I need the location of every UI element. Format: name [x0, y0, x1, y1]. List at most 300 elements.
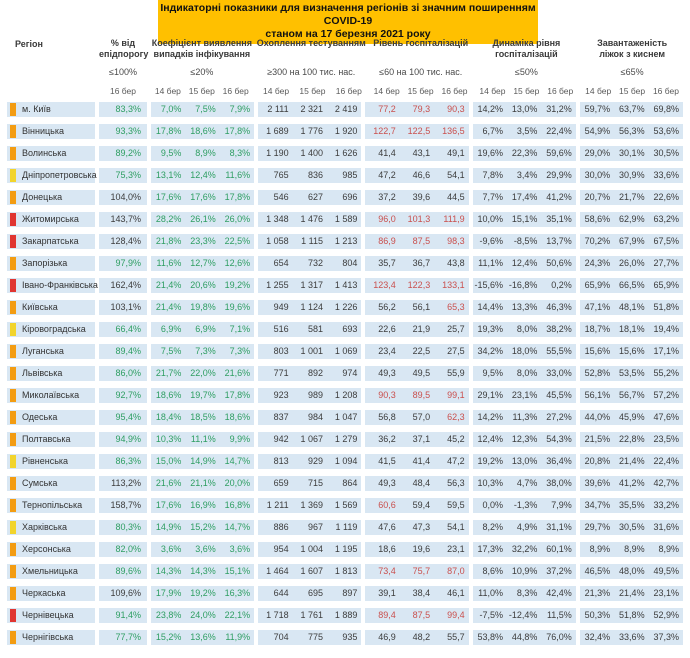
hospitalization-level-cell-value: 57,0 [412, 412, 431, 422]
detection-rate-cell-value: 18,6% [155, 390, 182, 400]
region-name: Рівненська [22, 456, 69, 466]
hospitalization-level-cell [365, 476, 468, 491]
detection-rate-cell-value: 17,6% [190, 192, 216, 202]
detection-rate-cell-value: 23,3% [190, 236, 216, 246]
hospitalization-level-cell-value: 49,5 [412, 368, 431, 378]
detection-rate-cell [151, 102, 254, 117]
hospitalization-level-cell-value: 56,2 [378, 302, 396, 312]
table-row [7, 256, 683, 271]
oxygen-beds-load-cell-value: 8,9% [624, 544, 645, 554]
table-row [7, 278, 683, 293]
hospitalization-dynamics-cell-value: 14,2% [477, 104, 503, 114]
testing-coverage-cell-value: 1 348 [266, 214, 289, 224]
detection-rate-cell-value: 21,6% [224, 368, 251, 378]
detection-rate-cell-value: 7,5% [195, 104, 216, 114]
date-label: 16 бер [222, 86, 249, 96]
hospitalization-level-cell-value: 86,9 [378, 236, 396, 246]
detection-rate-cell-value: 22,1% [224, 610, 251, 620]
detection-rate-cell-value: 7,9% [229, 104, 251, 114]
testing-coverage-cell-value: 1 626 [334, 148, 358, 158]
detection-rate-cell-value: 26,0% [224, 214, 251, 224]
hospitalization-dynamics-cell-value: 15,1% [511, 214, 538, 224]
oxygen-beds-load-cell [580, 300, 683, 315]
date-label: 14 бер [479, 86, 506, 96]
hospitalization-dynamics-cell-value: 13,7% [546, 236, 572, 246]
epid-threshold-cell: 95,4% [99, 410, 147, 425]
hospitalization-level-cell-value: 54,1 [447, 170, 465, 180]
region-cell [7, 520, 95, 535]
hospitalization-level-cell-value: 37,2 [378, 192, 396, 202]
testing-coverage-cell-value: 949 [273, 302, 289, 312]
hospitalization-level-cell-value: 46,6 [412, 170, 431, 180]
region-cell [7, 344, 95, 359]
region-cell [7, 212, 95, 227]
detection-rate-cell-value: 14,7% [224, 456, 251, 466]
hospitalization-level-cell-value: 62,3 [447, 412, 465, 422]
oxygen-beds-load-cell-value: 67,9% [619, 236, 645, 246]
oxygen-beds-load-cell-value: 20,7% [584, 192, 611, 202]
testing-coverage-cell [258, 278, 361, 293]
epid-threshold-cell: 75,3% [99, 168, 147, 183]
detection-rate-cell [151, 256, 254, 271]
detection-rate-cell-value: 14,9% [190, 456, 216, 466]
hospitalization-dynamics-cell-value: 32,2% [511, 544, 538, 554]
oxygen-beds-load-cell-value: 62,9% [619, 214, 645, 224]
oxygen-beds-load-cell-value: 63,2% [653, 214, 679, 224]
region-cell [7, 124, 95, 139]
epid-threshold-cell: 91,4% [99, 608, 147, 623]
hospitalization-dynamics-cell-value: 13,0% [511, 456, 538, 466]
hospitalization-dynamics-cell-value: 8,6% [482, 566, 503, 576]
oxygen-beds-load-cell [580, 564, 683, 579]
hospitalization-level-cell-value: 60,6 [378, 500, 396, 510]
hospitalization-level-cell-value: 111,9 [443, 214, 465, 224]
hospitalization-level-cell [365, 410, 468, 425]
detection-rate-cell-value: 6,9% [195, 324, 216, 334]
hospitalization-level-cell-value: 89,4 [378, 610, 396, 620]
hospitalization-level-cell [365, 366, 468, 381]
testing-coverage-cell-value: 1 047 [334, 412, 358, 422]
column-dates-epid [99, 82, 147, 98]
epid-threshold-cell: 109,6% [99, 586, 147, 601]
hospitalization-level-cell-value: 75,7 [412, 566, 431, 576]
column-header-coef [151, 38, 253, 98]
oxygen-beds-load-cell-value: 30,5% [619, 522, 645, 532]
status-marker-orange [10, 587, 16, 600]
oxygen-beds-load-cell [580, 234, 683, 249]
epid-threshold-cell: 92,7% [99, 388, 147, 403]
testing-coverage-cell-value: 967 [307, 522, 323, 532]
region-cell [7, 102, 95, 117]
oxygen-beds-load-cell-value: 22,6% [653, 192, 679, 202]
region-cell [7, 542, 95, 557]
hospitalization-dynamics-cell [473, 124, 576, 139]
hospitalization-dynamics-cell-value: 13,0% [511, 104, 538, 114]
region-name: Львівська [22, 368, 63, 378]
detection-rate-cell [151, 432, 254, 447]
hospitalization-dynamics-cell-value: 23,1% [511, 390, 538, 400]
detection-rate-cell-value: 16,3% [224, 588, 251, 598]
date-label: 16 бер [441, 86, 468, 96]
epid-threshold-cell: 94,9% [99, 432, 147, 447]
oxygen-beds-load-cell [580, 256, 683, 271]
table-row [7, 586, 683, 601]
detection-rate-cell-value: 19,6% [224, 302, 251, 312]
hospitalization-dynamics-cell-value: -16,8% [508, 280, 538, 290]
column-header-dyn [476, 38, 578, 98]
column-threshold-test: ≥300 на 100 тис. нас. [267, 67, 356, 77]
detection-rate-cell-value: 14,3% [190, 566, 216, 576]
hospitalization-dynamics-cell-value: 6,7% [482, 126, 503, 136]
detection-rate-cell-value: 15,2% [190, 522, 216, 532]
hospitalization-level-cell [365, 542, 468, 557]
column-header-hosp [370, 38, 472, 98]
testing-coverage-cell [258, 322, 361, 337]
oxygen-beds-load-cell-value: 48,1% [619, 302, 645, 312]
oxygen-beds-load-cell-value: 29,7% [584, 522, 611, 532]
hospitalization-dynamics-cell-value: 11,3% [512, 412, 538, 422]
region-cell [7, 388, 95, 403]
hospitalization-dynamics-cell-value: 38,0% [546, 478, 572, 488]
hospitalization-level-cell [365, 168, 468, 183]
region-cell [7, 322, 95, 337]
detection-rate-cell-value: 19,7% [190, 390, 216, 400]
hospitalization-level-cell-value: 122,7 [373, 126, 396, 136]
testing-coverage-cell-value: 1 589 [334, 214, 358, 224]
oxygen-beds-load-cell [580, 608, 683, 623]
detection-rate-cell-value: 6,9% [160, 324, 182, 334]
testing-coverage-cell-value: 715 [307, 478, 323, 488]
hospitalization-level-cell-value: 41,4 [378, 148, 396, 158]
detection-rate-cell-value: 17,8% [224, 126, 251, 136]
oxygen-beds-load-cell [580, 410, 683, 425]
testing-coverage-cell-value: 836 [307, 170, 323, 180]
detection-rate-cell-value: 16,9% [190, 500, 216, 510]
region-cell [7, 454, 95, 469]
region-cell [7, 476, 95, 491]
status-marker-orange [10, 565, 16, 578]
testing-coverage-cell-value: 1 369 [300, 500, 323, 510]
status-marker-red [10, 213, 16, 226]
hospitalization-dynamics-cell-value: 7,7% [482, 192, 503, 202]
testing-coverage-cell-value: 886 [273, 522, 289, 532]
oxygen-beds-load-cell-value: 30,1% [619, 148, 645, 158]
oxygen-beds-load-cell-value: 30,5% [653, 148, 679, 158]
column-dates-test [257, 82, 366, 98]
testing-coverage-cell-value: 813 [273, 456, 289, 466]
region-name: Чернівецька [22, 610, 74, 620]
hospitalization-level-cell-value: 25,7 [447, 324, 465, 334]
date-label: 16 бер [335, 86, 362, 96]
region-name: Луганська [22, 346, 64, 356]
hospitalization-dynamics-cell-value: 10,9% [511, 566, 538, 576]
hospitalization-dynamics-cell-value: -15,6% [474, 280, 503, 290]
hospitalization-level-cell [365, 498, 468, 513]
hospitalization-level-cell-value: 19,6 [412, 544, 431, 554]
detection-rate-cell [151, 146, 254, 161]
hospitalization-dynamics-cell-value: -9,6% [479, 236, 503, 246]
testing-coverage-cell-value: 659 [273, 478, 289, 488]
oxygen-beds-load-cell-value: 66,5% [619, 280, 645, 290]
hospitalization-level-cell-value: 41,5 [378, 456, 396, 466]
hospitalization-dynamics-cell [473, 520, 576, 535]
region-name: Донецька [22, 192, 63, 202]
hospitalization-dynamics-cell-value: 46,3% [546, 302, 572, 312]
testing-coverage-cell [258, 388, 361, 403]
hospitalization-dynamics-cell-value: 13,3% [511, 302, 538, 312]
hospitalization-dynamics-cell-value: 27,2% [546, 412, 572, 422]
hospitalization-level-cell-value: 59,5 [447, 500, 465, 510]
table-row [7, 124, 683, 139]
hospitalization-dynamics-cell-value: 12,4% [477, 434, 503, 444]
oxygen-beds-load-cell-value: 53,6% [653, 126, 679, 136]
testing-coverage-cell [258, 344, 361, 359]
testing-coverage-cell-value: 1 413 [334, 280, 358, 290]
detection-rate-cell-value: 15,1% [224, 566, 251, 576]
testing-coverage-cell [258, 498, 361, 513]
testing-coverage-cell-value: 1 889 [334, 610, 358, 620]
epid-threshold-cell: 83,3% [99, 102, 147, 117]
oxygen-beds-load-cell-value: 50,3% [584, 610, 611, 620]
hospitalization-level-cell [365, 520, 468, 535]
epid-threshold-cell: 128,4% [99, 234, 147, 249]
detection-rate-cell-value: 17,6% [155, 192, 182, 202]
detection-rate-cell [151, 454, 254, 469]
status-marker-orange [10, 257, 16, 270]
hospitalization-level-cell-value: 98,3 [447, 236, 465, 246]
region-name: Одеська [22, 412, 58, 422]
table-row [7, 388, 683, 403]
hospitalization-dynamics-cell-value: 45,5% [546, 390, 572, 400]
oxygen-beds-load-cell-value: 57,2% [653, 390, 679, 400]
oxygen-beds-load-cell-value: 33,2% [653, 500, 679, 510]
oxygen-beds-load-cell [580, 498, 683, 513]
testing-coverage-cell-value: 693 [342, 324, 358, 334]
status-marker-orange [10, 367, 16, 380]
date-label: 14 бер [373, 86, 400, 96]
testing-coverage-cell [258, 190, 361, 205]
oxygen-beds-load-cell-value: 24,3% [584, 258, 611, 268]
table-row [7, 146, 683, 161]
detection-rate-cell-value: 11,1% [190, 434, 216, 444]
epid-threshold-cell: 77,7% [99, 630, 147, 645]
oxygen-beds-load-cell [580, 278, 683, 293]
detection-rate-cell-value: 7,5% [160, 346, 182, 356]
region-cell [7, 300, 95, 315]
hospitalization-dynamics-cell-value: 8,3% [516, 588, 538, 598]
oxygen-beds-load-cell-value: 22,8% [619, 434, 645, 444]
hospitalization-level-cell-value: 35,7 [378, 258, 396, 268]
hospitalization-level-cell-value: 27,5 [447, 346, 465, 356]
detection-rate-cell-value: 17,9% [155, 588, 182, 598]
testing-coverage-cell-value: 892 [307, 368, 323, 378]
status-marker-orange [10, 631, 16, 644]
hospitalization-level-cell-value: 47,6 [378, 522, 396, 532]
detection-rate-cell-value: 8,9% [195, 148, 216, 158]
hospitalization-dynamics-cell-value: 19,2% [477, 456, 503, 466]
hospitalization-level-cell-value: 122,5 [407, 126, 431, 136]
oxygen-beds-load-cell-value: 21,7% [619, 192, 645, 202]
detection-rate-cell [151, 300, 254, 315]
detection-rate-cell-value: 9,9% [229, 434, 251, 444]
testing-coverage-cell-value: 837 [273, 412, 289, 422]
region-name: Івано-Франківська [22, 280, 98, 290]
hospitalization-level-cell-value: 99,1 [447, 390, 465, 400]
detection-rate-cell-value: 13,1% [155, 170, 182, 180]
column-label-beds [581, 38, 683, 65]
table-row [7, 542, 683, 557]
hospitalization-level-cell [365, 278, 468, 293]
testing-coverage-cell-value: 1 004 [300, 544, 323, 554]
testing-coverage-cell [258, 168, 361, 183]
hospitalization-level-cell [365, 388, 468, 403]
hospitalization-dynamics-cell-value: 31,1% [546, 522, 572, 532]
oxygen-beds-load-cell-value: 58,6% [584, 214, 611, 224]
hospitalization-level-cell-value: 47,2 [378, 170, 396, 180]
status-marker-yellow [10, 323, 16, 336]
column-dates-beds [581, 82, 683, 98]
hospitalization-dynamics-cell-value: 14,2% [477, 412, 503, 422]
table-row [7, 520, 683, 535]
testing-coverage-cell [258, 410, 361, 425]
hospitalization-level-cell [365, 564, 468, 579]
hospitalization-dynamics-cell [473, 586, 576, 601]
region-name: Запорізька [22, 258, 68, 268]
detection-rate-cell [151, 322, 254, 337]
hospitalization-dynamics-cell-value: 37,2% [546, 566, 572, 576]
testing-coverage-cell [258, 432, 361, 447]
hospitalization-level-cell-value: 79,3 [412, 104, 431, 114]
oxygen-beds-load-cell-value: 23,1% [653, 588, 679, 598]
hospitalization-dynamics-cell-value: 4,9% [516, 522, 538, 532]
detection-rate-cell-value: 11,9% [225, 632, 251, 642]
detection-rate-cell-value: 26,1% [190, 214, 216, 224]
testing-coverage-cell-value: 2 419 [334, 104, 358, 114]
status-marker-red [10, 235, 16, 248]
hospitalization-level-cell-value: 56,8 [378, 412, 396, 422]
oxygen-beds-load-cell-value: 52,8% [584, 368, 611, 378]
region-name: Чернігівська [22, 632, 74, 642]
oxygen-beds-load-cell-value: 42,7% [653, 478, 679, 488]
hospitalization-dynamics-cell-value: 50,6% [546, 258, 572, 268]
detection-rate-cell-value: 16,8% [224, 500, 251, 510]
hospitalization-level-cell-value: 87,5 [412, 236, 431, 246]
report-title-line1: Індикаторні показники для визначення регіонів зі значним поширенням COVID-19 [160, 2, 536, 27]
oxygen-beds-load-cell-value: 15,6% [619, 346, 645, 356]
oxygen-beds-load-cell-value: 65,9% [653, 280, 679, 290]
hospitalization-level-cell-value: 89,5 [412, 390, 431, 400]
epid-threshold-cell: 89,6% [99, 564, 147, 579]
hospitalization-level-cell-value: 65,3 [447, 302, 465, 312]
hospitalization-level-cell-value: 22,6 [378, 324, 396, 334]
oxygen-beds-load-cell [580, 124, 683, 139]
hospitalization-level-cell-value: 45,2 [447, 434, 465, 444]
testing-coverage-cell-value: 644 [273, 588, 289, 598]
detection-rate-cell-value: 21,8% [155, 236, 182, 246]
hospitalization-level-cell [365, 102, 468, 117]
region-name: Полтавська [22, 434, 71, 444]
detection-rate-cell-value: 11,6% [156, 258, 182, 268]
testing-coverage-cell-value: 954 [273, 544, 289, 554]
hospitalization-level-cell-value: 56,1 [412, 302, 431, 312]
oxygen-beds-load-cell-value: 39,6% [584, 478, 611, 488]
detection-rate-cell-value: 12,7% [190, 258, 216, 268]
table-row [7, 300, 683, 315]
epid-threshold-cell: 82,0% [99, 542, 147, 557]
column-label-line: Коефіцієнт виявлення [151, 38, 252, 48]
hospitalization-dynamics-cell-value: 8,2% [482, 522, 503, 532]
detection-rate-cell-value: 13,6% [190, 632, 216, 642]
detection-rate-cell [151, 388, 254, 403]
epid-threshold-cell: 113,2% [99, 476, 147, 491]
detection-rate-cell [151, 366, 254, 381]
hospitalization-dynamics-cell [473, 388, 576, 403]
hospitalization-level-cell-value: 22,5 [412, 346, 431, 356]
oxygen-beds-load-cell-value: 20,8% [584, 456, 611, 466]
testing-coverage-cell-value: 765 [273, 170, 289, 180]
hospitalization-level-cell-value: 87,0 [447, 566, 465, 576]
epid-threshold-cell: 86,0% [99, 366, 147, 381]
column-threshold-epid: ≤100% [109, 67, 137, 77]
region-name: Закарпатська [22, 236, 79, 246]
oxygen-beds-load-cell-value: 30,0% [584, 170, 611, 180]
hospitalization-level-cell-value: 38,4 [412, 588, 431, 598]
detection-rate-cell-value: 21,4% [155, 280, 182, 290]
hospitalization-level-cell-value: 48,2 [412, 632, 431, 642]
hospitalization-level-cell-value: 23,4 [378, 346, 396, 356]
detection-rate-cell-value: 17,8% [224, 192, 251, 202]
hospitalization-dynamics-cell-value: 38,2% [546, 324, 572, 334]
detection-rate-cell-value: 3,6% [195, 544, 216, 554]
table-row [7, 410, 683, 425]
hospitalization-dynamics-cell [473, 146, 576, 161]
hospitalization-dynamics-cell [473, 168, 576, 183]
testing-coverage-cell-value: 1 001 [300, 346, 323, 356]
testing-coverage-cell-value: 1 067 [300, 434, 323, 444]
oxygen-beds-load-cell-value: 56,1% [584, 390, 611, 400]
oxygen-beds-load-cell-value: 69,8% [653, 104, 679, 114]
oxygen-beds-load-cell-value: 21,3% [584, 588, 611, 598]
table-row [7, 168, 683, 183]
hospitalization-dynamics-cell-value: 18,0% [511, 346, 538, 356]
oxygen-beds-load-cell-value: 47,6% [653, 412, 679, 422]
status-marker-orange [10, 191, 16, 204]
hospitalization-dynamics-cell-value: 34,2% [477, 346, 503, 356]
region-name: Волинська [22, 148, 67, 158]
hospitalization-dynamics-cell-value: 14,4% [477, 302, 503, 312]
oxygen-beds-load-cell [580, 190, 683, 205]
testing-coverage-cell-value: 1 211 [266, 500, 289, 510]
epid-threshold-cell: 93,3% [99, 124, 147, 139]
hospitalization-dynamics-cell-value: 3,4% [516, 170, 538, 180]
testing-coverage-cell [258, 586, 361, 601]
hospitalization-level-cell-value: 49,3 [378, 368, 396, 378]
testing-coverage-cell-value: 1 689 [266, 126, 289, 136]
hospitalization-dynamics-cell-value: 3,5% [516, 126, 538, 136]
detection-rate-cell-value: 14,9% [155, 522, 182, 532]
region-cell [7, 256, 95, 271]
region-cell [7, 278, 98, 293]
oxygen-beds-load-cell [580, 586, 683, 601]
oxygen-beds-load-cell-value: 21,4% [619, 456, 645, 466]
region-name: Миколаївська [22, 390, 80, 400]
oxygen-beds-load-cell [580, 146, 683, 161]
region-cell [7, 608, 95, 623]
epid-threshold-cell: 97,9% [99, 256, 147, 271]
hospitalization-level-cell-value: 39,6 [412, 192, 431, 202]
oxygen-beds-load-cell-value: 23,5% [653, 434, 679, 444]
oxygen-beds-load-cell-value: 54,9% [584, 126, 611, 136]
